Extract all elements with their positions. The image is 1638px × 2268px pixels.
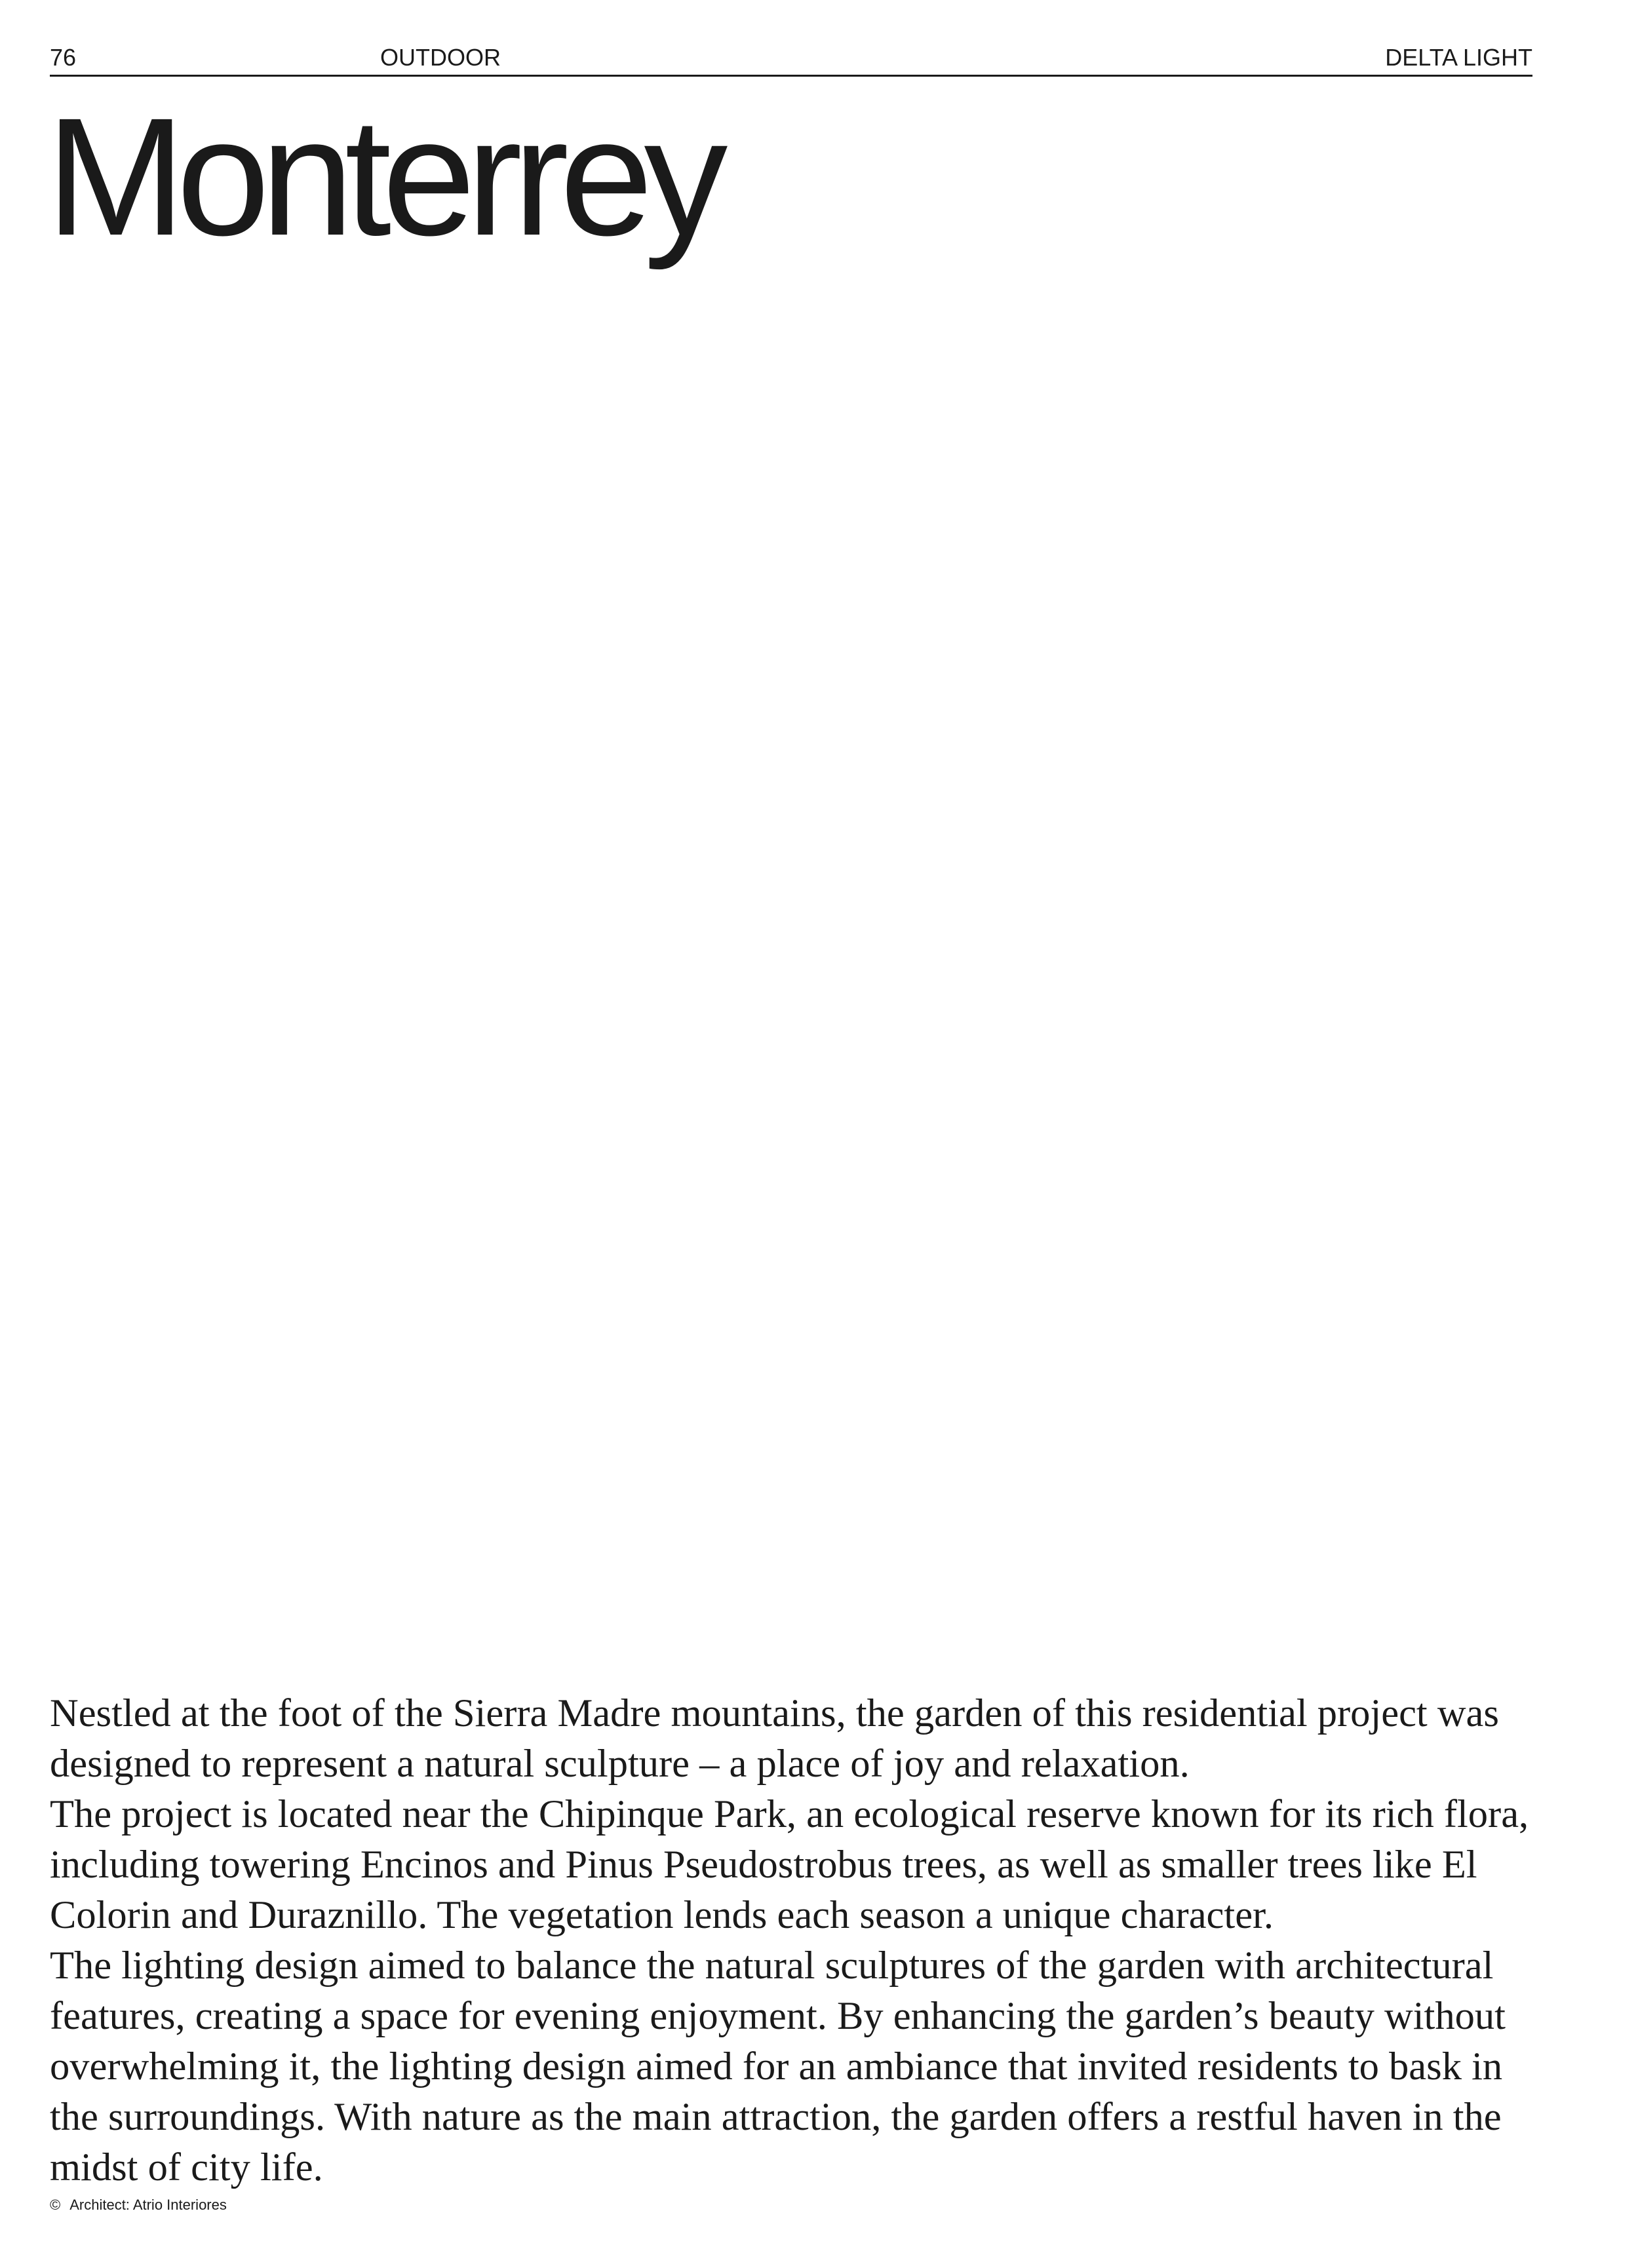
page-number: 76 bbox=[50, 44, 77, 71]
body-paragraph: Nestled at the foot of the Sierra Madre mountains, the garden of this residential project was designed to represent a natural sculpture – a place of joy and relaxation. bbox=[50, 1691, 1499, 1786]
copyright-icon: © bbox=[50, 2197, 61, 2213]
section-label: OUTDOOR bbox=[380, 44, 501, 71]
credit-text: Architect: Atrio Interiores bbox=[69, 2197, 227, 2213]
architect-credit bbox=[50, 2195, 227, 2215]
body-copy bbox=[50, 1688, 1551, 2193]
body-paragraph: The lighting design aimed to balance the natural sculptures of the garden with architectural features, creating a space for evening enjoyment. By enhancing the garden’s beauty without overwhelming it, the lighting design aimed for an ambiance that invited residents to bask in the surroundings. With nature as the main attraction, the garden offers a restful haven in the midst of city life. bbox=[50, 1944, 1506, 2189]
running-header bbox=[50, 41, 1532, 77]
body-paragraph: The project is located near the Chipinque Park, an ecological reserve known for its rich flora, including towering Encinos and Pinus Pseudostrobus trees, as well as smaller trees like El Colorin and Duraznillo. The vegetation lends each season a unique character. bbox=[50, 1792, 1529, 1937]
brand-label: DELTA LIGHT bbox=[1385, 44, 1532, 71]
page-title: Monterrey bbox=[46, 83, 719, 271]
